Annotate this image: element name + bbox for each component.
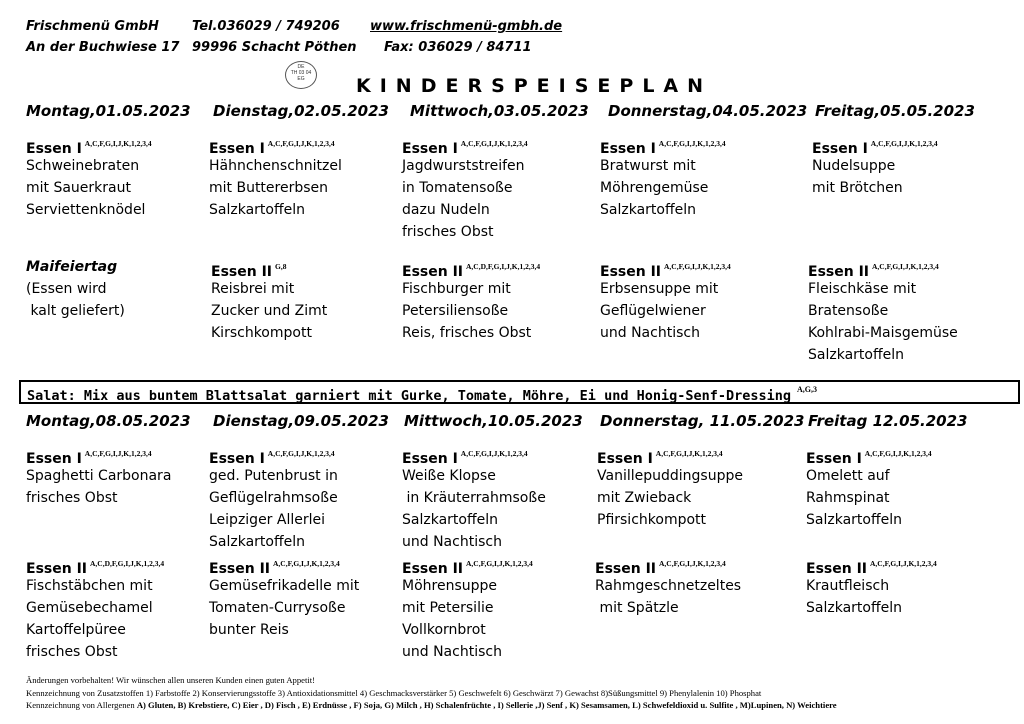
dish-line: Vollkornbrot — [402, 622, 486, 638]
allergen-codes: A,C,D,F,G,I,J,K,1,2,3,4 — [465, 262, 541, 271]
dish-line: Leipziger Allerlei — [209, 512, 326, 528]
allergen-codes: G,8 — [274, 262, 287, 271]
dish-line: Möhrengemüse — [600, 180, 709, 196]
meal-label — [209, 133, 414, 155]
dish-line: kalt geliefert) — [26, 303, 125, 319]
dish-line: frisches Obst — [26, 644, 118, 660]
day-header: Montag,01.05.2023 — [26, 102, 191, 120]
meal-label-text: Essen I — [806, 451, 862, 467]
meal-option-2 — [26, 256, 231, 322]
dish-line: Rahmgeschnetzeltes — [595, 578, 742, 594]
meal-label — [600, 256, 805, 278]
dish-line: Salzkartoffeln — [806, 512, 902, 528]
allergen-codes: A,C,F,G,I,J,K,1,2,3,4 — [460, 449, 528, 458]
meal-option-2 — [211, 256, 416, 344]
meal-label-text: Essen I — [209, 451, 265, 467]
dish-line: dazu Nudeln — [402, 202, 490, 218]
meal-option-2 — [600, 256, 805, 344]
meal-label — [595, 553, 800, 575]
meal-label-text: Essen I — [402, 451, 458, 467]
allergen-codes: A,C,F,G,I,J,K,1,2,3,4 — [663, 262, 731, 271]
logo-line-2: TH 03 04 — [290, 70, 312, 76]
meal-label — [812, 133, 1017, 155]
dish-line: und Nachtisch — [402, 534, 502, 550]
meal-label — [597, 443, 802, 465]
meal-label-text: Maifeiertag — [26, 259, 118, 275]
allergen-codes: A,C,F,G,I,J,K,1,2,3,4 — [465, 559, 533, 568]
dish-line: Tomaten-Currysoße — [209, 600, 346, 616]
dish-line: ged. Putenbrust in — [209, 468, 338, 484]
dish-line: in Kräuterrahmsoße — [402, 490, 546, 506]
meal-label-text: Essen I — [26, 451, 82, 467]
dish-line: Bratensoße — [808, 303, 889, 319]
meal-label — [26, 553, 231, 575]
dish-line: Jagdwurststreifen — [402, 158, 525, 174]
dish-line: bunter Reis — [209, 622, 289, 638]
dish-line: mit Sauerkraut — [26, 180, 131, 196]
dish-line: Reisbrei mit — [211, 281, 295, 297]
dish-line: Petersiliensoße — [402, 303, 509, 319]
day-header: Donnerstag,04.05.2023 — [608, 102, 808, 120]
logo-line-1: DE — [297, 64, 305, 70]
dish-line: Bratwurst mit — [600, 158, 696, 174]
meal-label-text: Essen I — [597, 451, 653, 467]
dish-line: Reis, frisches Obst — [402, 325, 532, 341]
meal-option-1 — [209, 443, 414, 553]
dish-line: mit Brötchen — [812, 180, 903, 196]
dish-line: Kartoffelpüree — [26, 622, 126, 638]
dish-line: Kirschkompott — [211, 325, 312, 341]
meal-label — [26, 256, 231, 278]
salad-banner — [19, 380, 1020, 404]
meal-option-2 — [209, 553, 414, 641]
footer-allergens-label: Kennzeichnung von Allergenen — [26, 700, 137, 710]
allergen-codes: A,C,F,G,I,J,K,1,2,3,4 — [871, 262, 939, 271]
footer-allergens-list: A) Gluten, B) Krebstiere, C) Eier , D) Fisch , E) Erdnüsse , F) Soja, G) Milch , H) Schalenfrüchte , I) Sellerie ,J) Senf , K) Sesamsamen, L) Schwefeldioxid u. Sulfite , M)Lupinen, N) Weichtiere — [136, 700, 837, 710]
meal-label-text: Essen II — [806, 561, 867, 577]
meal-option-2 — [402, 256, 607, 344]
meal-option-2 — [595, 553, 800, 619]
dish-line: Schweinebraten — [26, 158, 140, 174]
dish-line: und Nachtisch — [402, 644, 502, 660]
dish-line: in Tomatensoße — [402, 180, 513, 196]
day-header: Donnerstag, 11.05.2023 — [600, 412, 805, 430]
allergen-codes: A,C,F,G,I,J,K,1,2,3,4 — [658, 559, 726, 568]
dish-line: mit Petersilie — [402, 600, 494, 616]
meal-option-1 — [597, 443, 802, 531]
meal-option-1 — [806, 443, 1011, 531]
meal-label-text: Essen II — [402, 264, 463, 280]
meal-option-1 — [402, 133, 607, 243]
dish-line: Weiße Klopse — [402, 468, 496, 484]
dish-line: Salzkartoffeln — [600, 202, 696, 218]
allergen-codes: A,C,F,G,I,J,K,1,2,3,4 — [267, 139, 335, 148]
dish-line: Salzkartoffeln — [209, 202, 305, 218]
dish-line: Spaghetti Carbonara — [26, 468, 172, 484]
meal-option-2 — [26, 553, 231, 663]
salad-text — [27, 385, 817, 404]
day-header: Montag,08.05.2023 — [26, 412, 191, 430]
dish-line: Salzkartoffeln — [209, 534, 305, 550]
meal-option-1 — [600, 133, 805, 221]
allergen-codes: A,C,F,G,I,J,K,1,2,3,4 — [84, 449, 152, 458]
logo-line-3: EG — [297, 76, 305, 82]
salad-allergen-codes: A,G,3 — [797, 385, 818, 394]
dish-line: Erbsensuppe mit — [600, 281, 719, 297]
meal-label — [806, 443, 1011, 465]
dish-line: frisches Obst — [402, 224, 494, 240]
allergen-codes: A,C,F,G,I,J,K,1,2,3,4 — [272, 559, 340, 568]
allergen-codes: A,C,F,G,I,J,K,1,2,3,4 — [655, 449, 723, 458]
day-header: Mittwoch,10.05.2023 — [404, 412, 583, 430]
salad-description: Salat: Mix aus buntem Blattsalat garniert mit Gurke, Tomate, Möhre, Ei und Honig-Senf-Dressing — [27, 388, 792, 404]
company-phone: Tel.036029 / 749206 — [192, 19, 340, 34]
day-header: Mittwoch,03.05.2023 — [410, 102, 589, 120]
dish-line: frisches Obst — [26, 490, 118, 506]
allergen-codes: A,C,F,G,I,J,K,1,2,3,4 — [864, 449, 932, 458]
meal-option-2 — [806, 553, 1011, 619]
dish-line: Nudelsuppe — [812, 158, 896, 174]
dish-line: Rahmspinat — [806, 490, 890, 506]
meal-label — [26, 133, 231, 155]
dish-line: Fischburger mit — [402, 281, 511, 297]
company-name: Frischmenü GmbH — [26, 19, 159, 34]
company-fax: Fax: 036029 / 84711 — [384, 40, 532, 55]
dish-line: Gemüsebechamel — [26, 600, 153, 616]
dish-line: und Nachtisch — [600, 325, 700, 341]
dish-line: Vanillepuddingsuppe — [597, 468, 743, 484]
meal-label — [402, 133, 607, 155]
meal-label-text: Essen II — [600, 264, 661, 280]
meal-label — [806, 553, 1011, 575]
dish-line: Salzkartoffeln — [806, 600, 902, 616]
meal-label — [402, 443, 607, 465]
dish-line: Geflügelrahmsoße — [209, 490, 338, 506]
footer-notice: Änderungen vorbehalten! Wir wünschen allen unseren Kunden einen guten Appetit! — [26, 675, 315, 685]
dish-line: (Essen wird — [26, 281, 107, 297]
meal-label-text: Essen I — [402, 141, 458, 157]
allergen-codes: A,C,F,G,I,J,K,1,2,3,4 — [84, 139, 152, 148]
dish-line: Hähnchenschnitzel — [209, 158, 342, 174]
dish-line: Fleischkäse mit — [808, 281, 917, 297]
allergen-codes: A,C,F,G,I,J,K,1,2,3,4 — [460, 139, 528, 148]
meal-label-text: Essen I — [209, 141, 265, 157]
eu-certification-logo — [285, 61, 317, 89]
meal-option-2 — [808, 256, 1013, 366]
meal-label-text: Essen II — [402, 561, 463, 577]
meal-label-text: Essen I — [600, 141, 656, 157]
meal-label — [808, 256, 1013, 278]
allergen-codes: A,C,D,F,G,I,J,K,1,2,3,4 — [89, 559, 165, 568]
meal-label-text: Essen II — [26, 561, 87, 577]
dish-line: Serviettenknödel — [26, 202, 146, 218]
day-header: Dienstag,02.05.2023 — [213, 102, 389, 120]
day-header: Freitag 12.05.2023 — [808, 412, 968, 430]
meal-label-text: Essen II — [209, 561, 270, 577]
dish-line: Salzkartoffeln — [402, 512, 498, 528]
dish-line: Krautfleisch — [806, 578, 890, 594]
meal-label — [26, 443, 231, 465]
dish-line: Omelett auf — [806, 468, 890, 484]
dish-line: Pfirsichkompott — [597, 512, 707, 528]
allergen-codes: A,C,F,G,I,J,K,1,2,3,4 — [267, 449, 335, 458]
dish-line: Möhrensuppe — [402, 578, 498, 594]
dish-line: Zucker und Zimt — [211, 303, 328, 319]
meal-label — [209, 553, 414, 575]
dish-line: Fischstäbchen mit — [26, 578, 153, 594]
meal-option-1 — [209, 133, 414, 221]
company-website-link[interactable]: www.frischmenü-gmbh.de — [370, 19, 563, 34]
allergen-codes: A,C,F,G,I,J,K,1,2,3,4 — [658, 139, 726, 148]
day-header: Dienstag,09.05.2023 — [213, 412, 389, 430]
meal-label-text: Essen II — [595, 561, 656, 577]
dish-line: mit Zwieback — [597, 490, 692, 506]
meal-label — [211, 256, 416, 278]
dish-line: Salzkartoffeln — [808, 347, 904, 363]
footer-additives: Kennzeichnung von Zusatzstoffen 1) Farbstoffe 2) Konservierungsstoffe 3) Antioxidationsmittel 4) Geschmacksverstärker 5) Geschwefelt 6) Geschwärzt 7) Gewachst 8)Süßungsmittel 9) Phenylalenin 10) Phosphat — [26, 688, 762, 698]
meal-label — [402, 256, 607, 278]
dish-line: Gemüsefrikadelle mit — [209, 578, 360, 594]
meal-option-1 — [402, 443, 607, 553]
meal-option-1 — [26, 443, 231, 509]
allergen-codes: A,C,F,G,I,J,K,1,2,3,4 — [870, 139, 938, 148]
meal-label — [209, 443, 414, 465]
meal-label-text: Essen I — [26, 141, 82, 157]
company-city: 99996 Schacht Pöthen — [192, 40, 357, 55]
meal-option-1 — [812, 133, 1017, 199]
meal-label-text: Essen II — [211, 264, 272, 280]
meal-option-2 — [402, 553, 607, 663]
meal-label-text: Essen II — [808, 264, 869, 280]
dish-line: mit Spätzle — [595, 600, 679, 616]
page-title: KINDERSPEISEPLAN — [356, 75, 713, 97]
company-address: An der Buchwiese 17 — [26, 40, 180, 55]
dish-line: mit Buttererbsen — [209, 180, 329, 196]
meal-label-text: Essen I — [812, 141, 868, 157]
meal-label — [600, 133, 805, 155]
meal-label — [402, 553, 607, 575]
allergen-codes: A,C,F,G,I,J,K,1,2,3,4 — [869, 559, 937, 568]
footer-allergens — [26, 700, 837, 710]
meal-option-1 — [26, 133, 231, 221]
dish-line: Geflügelwiener — [600, 303, 706, 319]
dish-line: Kohlrabi-Maisgemüse — [808, 325, 958, 341]
day-header: Freitag,05.05.2023 — [815, 102, 975, 120]
